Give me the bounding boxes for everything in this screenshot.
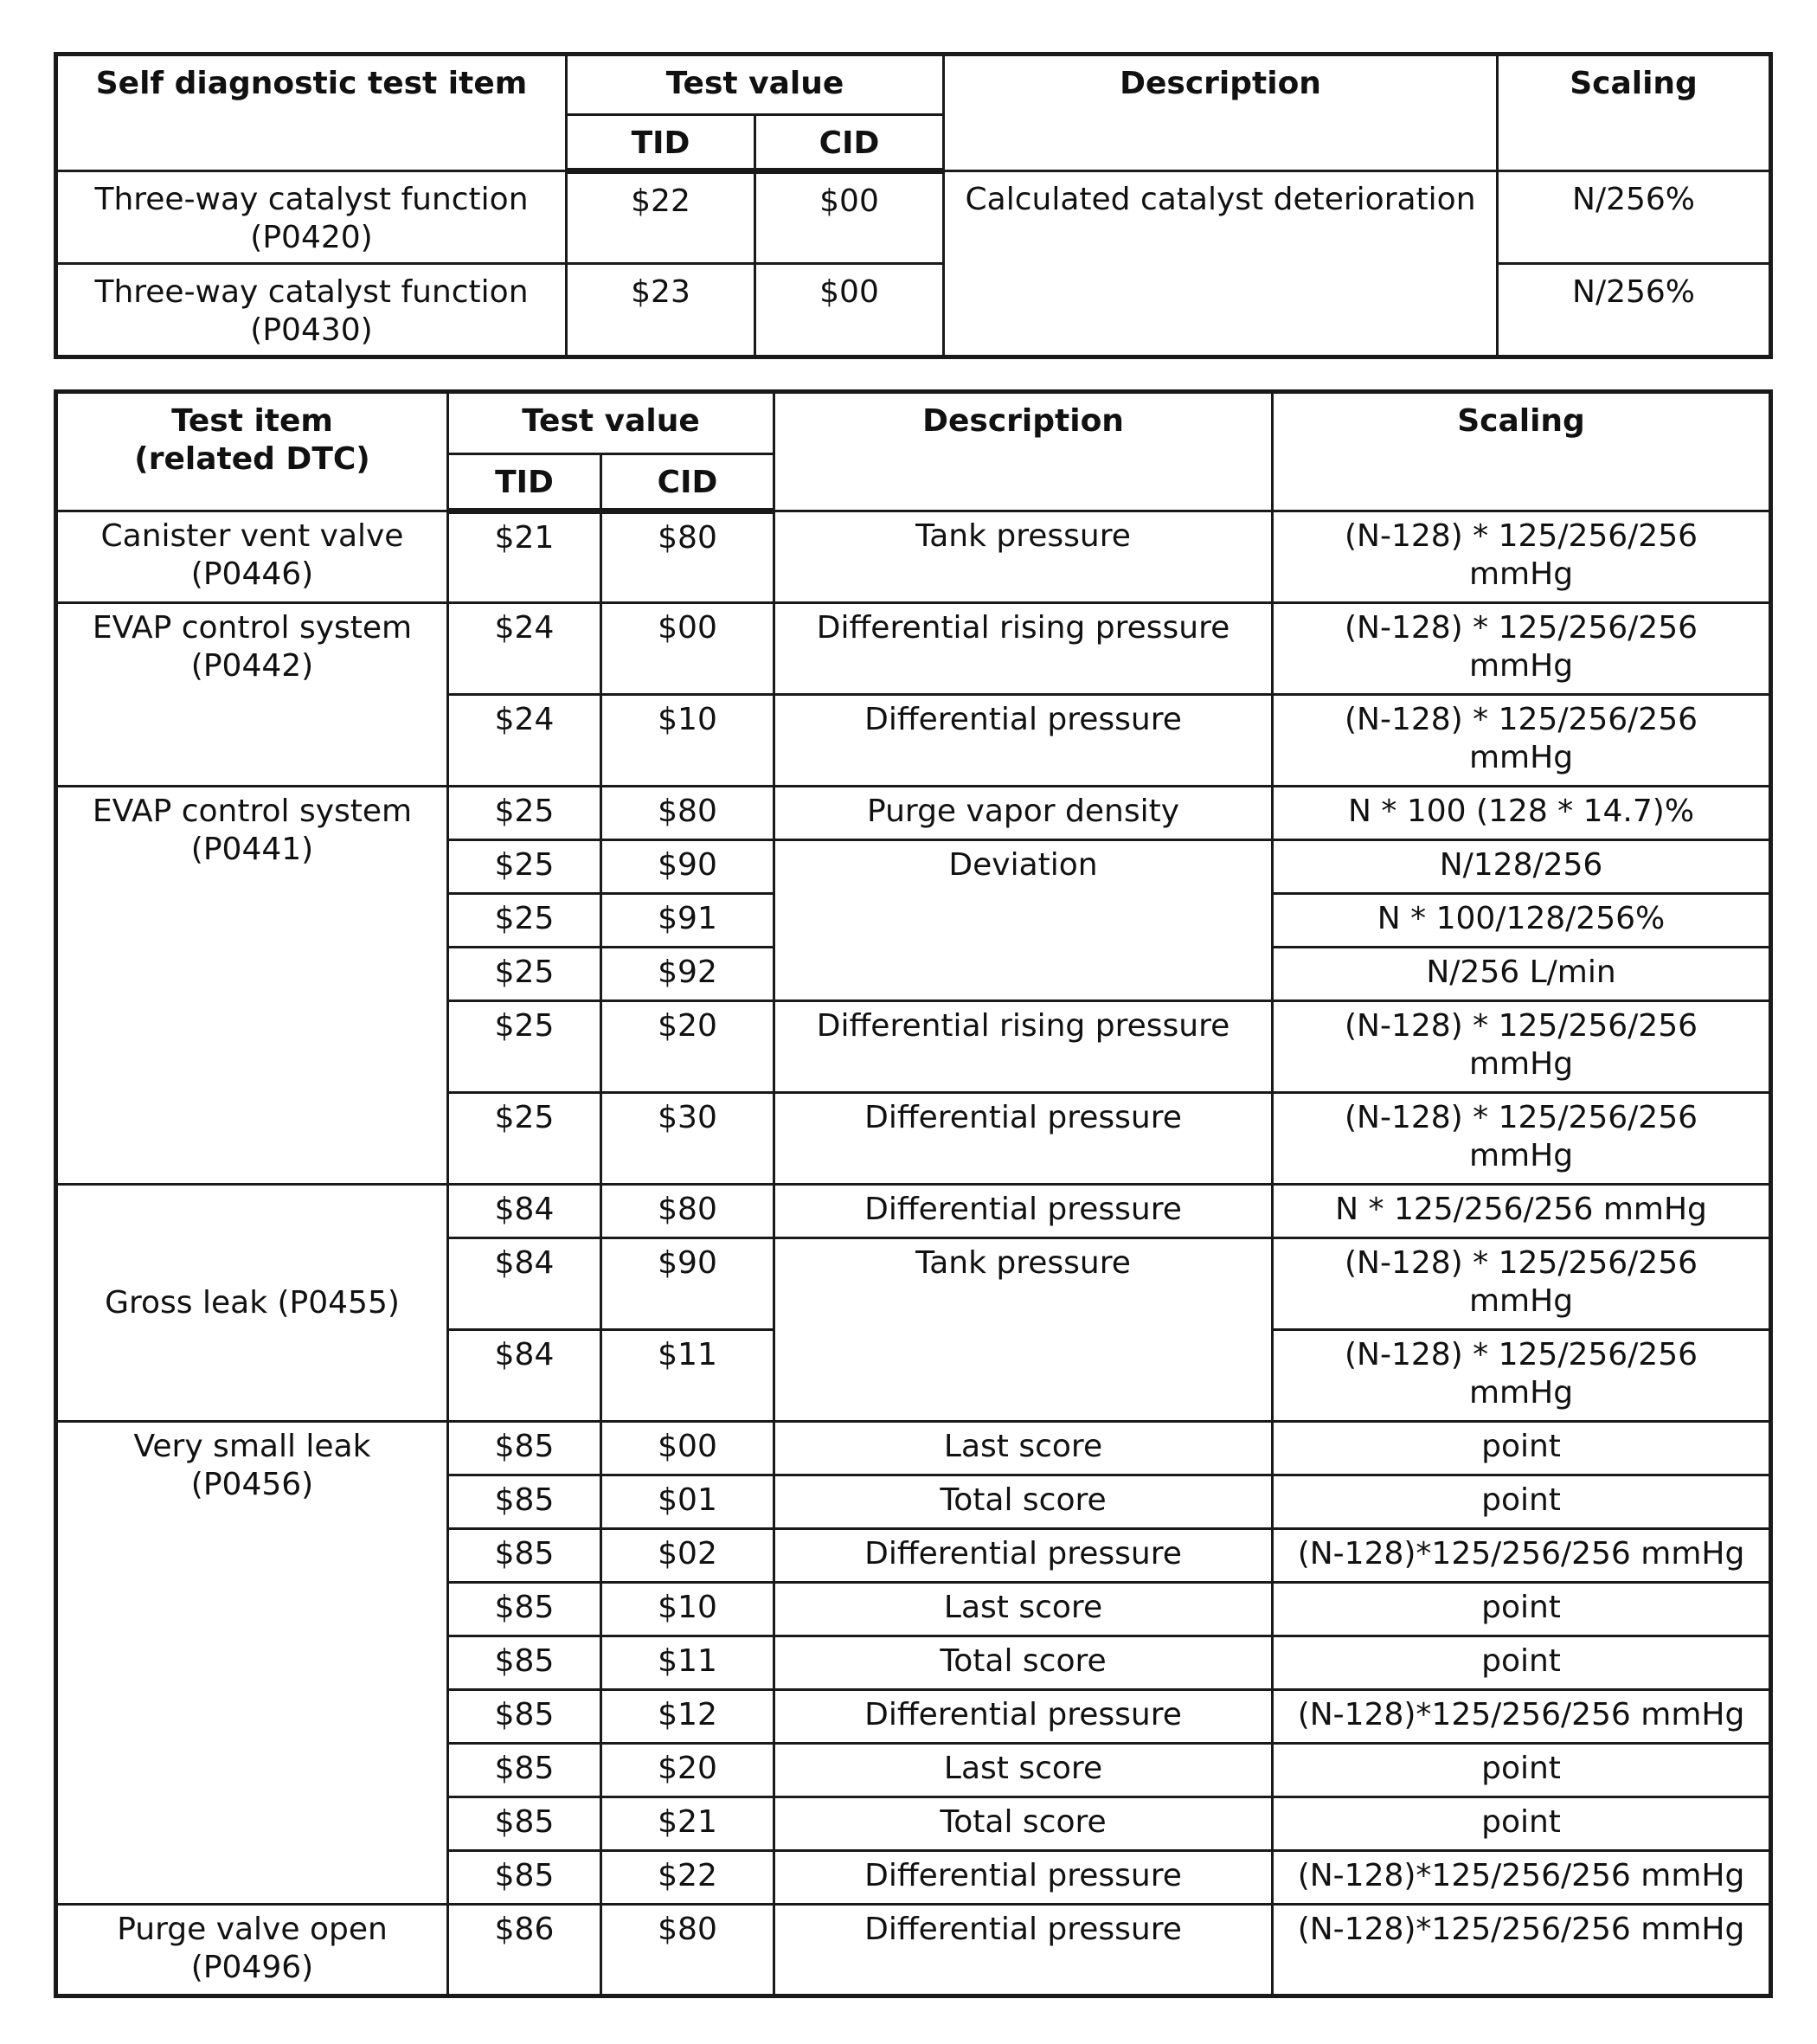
scaling-cell: (N-128)*125/256/256 mmHg xyxy=(1273,1690,1771,1744)
header-description: Description xyxy=(774,392,1273,511)
header-tid: TID xyxy=(567,115,755,171)
description-cell: Calculated catalyst deterioration xyxy=(944,171,1498,357)
tid-cell: $85 xyxy=(448,1636,601,1690)
tid-cell: $85 xyxy=(448,1851,601,1905)
tid-cell: $84 xyxy=(448,1330,601,1422)
tid-cell: $24 xyxy=(448,603,601,695)
description-cell: Total score xyxy=(774,1636,1273,1690)
scaling-cell: (N-128) * 125/256/256 mmHg xyxy=(1273,1093,1771,1185)
cid-cell: $12 xyxy=(601,1690,774,1744)
tid-cell: $85 xyxy=(448,1690,601,1744)
header-test-value: Test value xyxy=(567,55,944,115)
header-scaling: Scaling xyxy=(1273,392,1771,511)
cid-cell: $20 xyxy=(601,1744,774,1797)
description-cell: Differential pressure xyxy=(774,1690,1273,1744)
scaling-cell: (N-128) * 125/256/256 mmHg xyxy=(1273,1001,1771,1093)
cid-cell: $80 xyxy=(601,1905,774,1996)
scaling-cell: (N-128) * 125/256/256 mmHg xyxy=(1273,1238,1771,1330)
header-description: Description xyxy=(944,55,1498,171)
description-cell: Differential pressure xyxy=(774,1529,1273,1583)
tid-cell: $21 xyxy=(448,511,601,603)
scaling-cell: point xyxy=(1273,1797,1771,1851)
cid-cell: $22 xyxy=(601,1851,774,1905)
description-cell: Last score xyxy=(774,1744,1273,1797)
tid-cell: $25 xyxy=(448,948,601,1001)
item-cell: Canister vent valve (P0446) xyxy=(56,511,448,603)
description-cell: Differential pressure xyxy=(774,1093,1273,1185)
cid-cell: $92 xyxy=(601,948,774,1001)
description-cell: Tank pressure xyxy=(774,511,1273,603)
description-cell: Total score xyxy=(774,1475,1273,1529)
item-cell: Purge valve open (P0496) xyxy=(56,1905,448,1996)
description-cell: Differential pressure xyxy=(774,1185,1273,1238)
scaling-cell: N * 100 (128 * 14.7)% xyxy=(1273,787,1771,840)
scaling-cell: N * 125/256/256 mmHg xyxy=(1273,1185,1771,1238)
catalyst-test-table xyxy=(54,52,1773,359)
scaling-cell: point xyxy=(1273,1636,1771,1690)
description-cell: Tank pressure xyxy=(774,1238,1273,1422)
scaling-cell: N/256 L/min xyxy=(1273,948,1771,1001)
scaling-cell: (N-128)*125/256/256 mmHg xyxy=(1273,1905,1771,1996)
header-test-value: Test value xyxy=(448,392,774,454)
cid-cell: $90 xyxy=(601,840,774,894)
tid-cell: $25 xyxy=(448,894,601,948)
cid-cell: $90 xyxy=(601,1238,774,1330)
scaling-cell: point xyxy=(1273,1475,1771,1529)
description-cell: Differential rising pressure xyxy=(774,1001,1273,1093)
scaling-cell: N * 100/128/256% xyxy=(1273,894,1771,948)
table-row xyxy=(56,1905,1771,1996)
header-tid: TID xyxy=(448,454,601,511)
description-cell: Differential pressure xyxy=(774,1905,1273,1996)
tid-cell: $25 xyxy=(448,1093,601,1185)
description-cell: Last score xyxy=(774,1583,1273,1636)
cid-cell: $80 xyxy=(601,1185,774,1238)
cid-cell: $30 xyxy=(601,1093,774,1185)
cid-cell: $80 xyxy=(601,787,774,840)
header-cid: CID xyxy=(601,454,774,511)
table-row xyxy=(56,511,1771,603)
cid-cell: $00 xyxy=(601,603,774,695)
tid-cell: $85 xyxy=(448,1529,601,1583)
description-cell: Differential pressure xyxy=(774,695,1273,787)
description-cell: Differential rising pressure xyxy=(774,603,1273,695)
header-scaling: Scaling xyxy=(1498,55,1771,171)
cid-cell: $02 xyxy=(601,1529,774,1583)
table-row xyxy=(56,264,1771,357)
tid-cell: $85 xyxy=(448,1475,601,1529)
tid-cell: $85 xyxy=(448,1744,601,1797)
cid-cell: $10 xyxy=(601,695,774,787)
scaling-cell: (N-128) * 125/256/256 mmHg xyxy=(1273,603,1771,695)
tid-cell: $23 xyxy=(567,264,755,357)
scaling-cell: (N-128) * 125/256/256 mmHg xyxy=(1273,1330,1771,1422)
cid-cell: $11 xyxy=(601,1330,774,1422)
tid-cell: $84 xyxy=(448,1238,601,1330)
header-cid: CID xyxy=(755,115,944,171)
scaling-cell: point xyxy=(1273,1583,1771,1636)
header-item: Self diagnostic test item xyxy=(56,55,567,171)
description-cell: Purge vapor density xyxy=(774,787,1273,840)
cid-cell: $20 xyxy=(601,1001,774,1093)
scaling-cell: (N-128)*125/256/256 mmHg xyxy=(1273,1529,1771,1583)
scaling-cell: point xyxy=(1273,1422,1771,1475)
table-row xyxy=(56,603,1771,695)
tid-cell: $25 xyxy=(448,840,601,894)
cid-cell: $01 xyxy=(601,1475,774,1529)
tid-cell: $25 xyxy=(448,1001,601,1093)
item-cell: Three-way catalyst function (P0430) xyxy=(56,264,567,357)
tid-cell: $22 xyxy=(567,171,755,264)
cid-cell: $10 xyxy=(601,1583,774,1636)
table-row xyxy=(56,1422,1771,1475)
cid-cell: $11 xyxy=(601,1636,774,1690)
item-cell: EVAP control system (P0442) xyxy=(56,603,448,787)
scaling-cell: (N-128) * 125/256/256 mmHg xyxy=(1273,695,1771,787)
scaling-cell: N/256% xyxy=(1498,171,1771,264)
scaling-cell: N/256% xyxy=(1498,264,1771,357)
cid-cell: $91 xyxy=(601,894,774,948)
item-cell: Very small leak (P0456) xyxy=(56,1422,448,1905)
cid-cell: $00 xyxy=(755,264,944,357)
description-cell: Differential pressure xyxy=(774,1851,1273,1905)
cid-cell: $21 xyxy=(601,1797,774,1851)
description-cell: Deviation xyxy=(774,840,1273,1001)
table-row xyxy=(56,171,1771,264)
cid-cell: $80 xyxy=(601,511,774,603)
tid-cell: $86 xyxy=(448,1905,601,1996)
scaling-cell: (N-128)*125/256/256 mmHg xyxy=(1273,1851,1771,1905)
scaling-cell: (N-128) * 125/256/256 mmHg xyxy=(1273,511,1771,603)
scaling-cell: point xyxy=(1273,1744,1771,1797)
header-item: Test item (related DTC) xyxy=(56,392,448,511)
scaling-cell: N/128/256 xyxy=(1273,840,1771,894)
tid-cell: $84 xyxy=(448,1185,601,1238)
cid-cell: $00 xyxy=(755,171,944,264)
tid-cell: $85 xyxy=(448,1422,601,1475)
description-cell: Total score xyxy=(774,1797,1273,1851)
cid-cell: $00 xyxy=(601,1422,774,1475)
tid-cell: $85 xyxy=(448,1797,601,1851)
tid-cell: $85 xyxy=(448,1583,601,1636)
table-row xyxy=(56,1185,1771,1238)
description-cell: Last score xyxy=(774,1422,1273,1475)
tid-cell: $24 xyxy=(448,695,601,787)
item-cell: EVAP control system (P0441) xyxy=(56,787,448,1185)
tid-cell: $25 xyxy=(448,787,601,840)
table-row xyxy=(56,787,1771,840)
item-cell: Three-way catalyst function (P0420) xyxy=(56,171,567,264)
item-cell: Gross leak (P0455) xyxy=(56,1185,448,1422)
evap-test-table xyxy=(54,389,1773,1998)
